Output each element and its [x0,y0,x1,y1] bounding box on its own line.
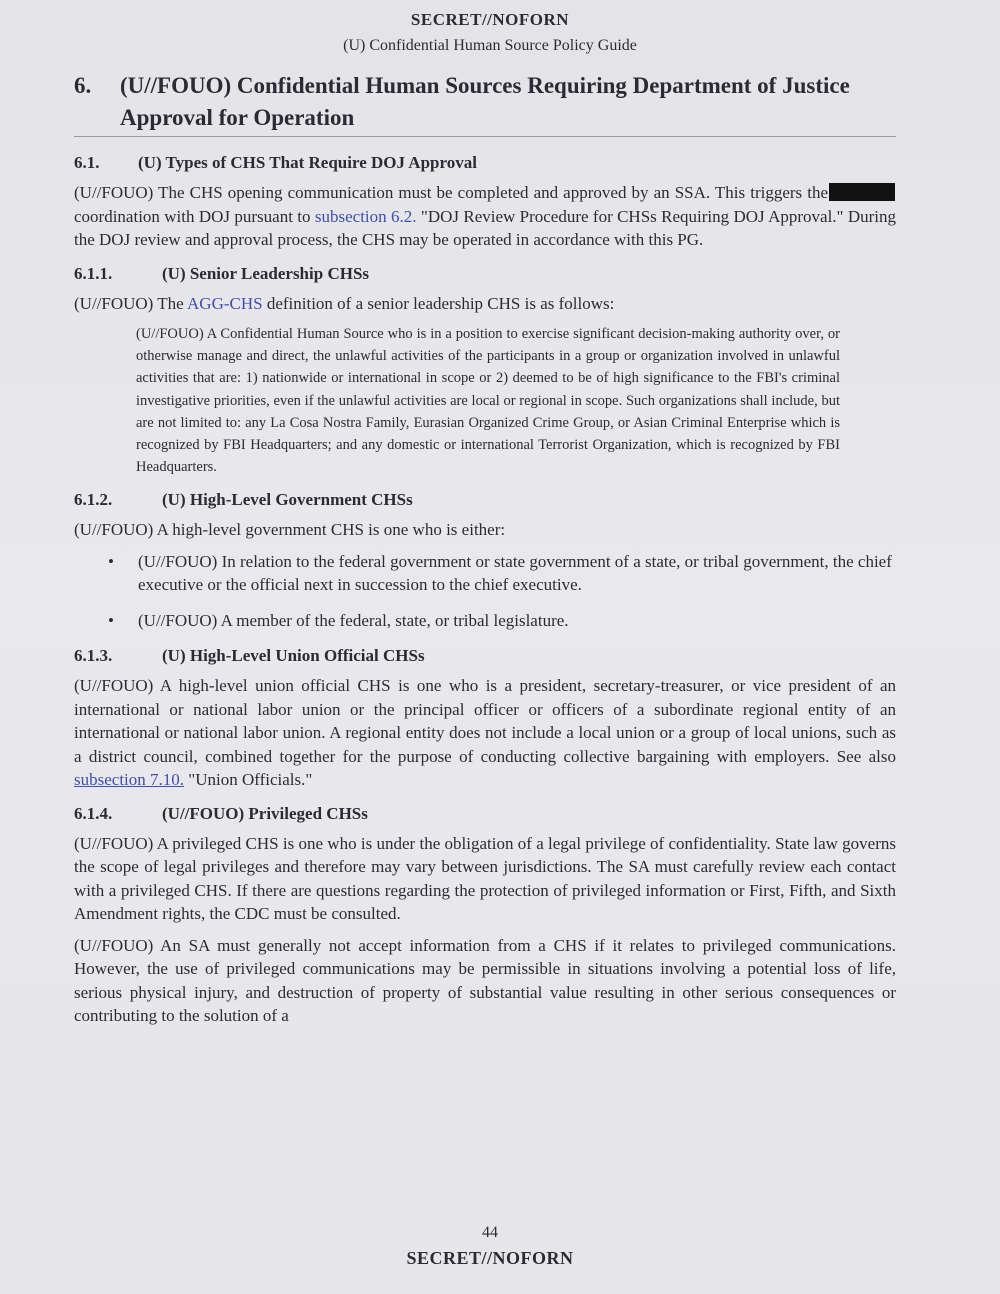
section-6-1-2-heading [74,488,896,512]
section-6-1-1-intro [74,292,896,316]
section-6-number: 6. [74,73,92,98]
agg-chs-link[interactable]: AGG-CHS [187,293,263,313]
section-6-1-1-number: 6.1.1. [74,263,113,283]
section-6-1-3-paragraph [74,674,896,792]
list-item-text: (U//FOUO) A member of the federal, state, or tribal legislature. [138,610,569,630]
section-6-1-4-heading [74,802,896,826]
section-6-1-1-heading [74,262,896,286]
page-body [74,70,896,1036]
page-number: 44 [482,1224,498,1241]
section-6-1-2-title: (U) High-Level Government CHSs [162,490,413,510]
section-6-1-paragraph [74,181,896,252]
section-6-title: (U//FOUO) Confidential Human Sources Requiring Department of Justice Approval for Operation [120,73,850,130]
high-level-government-list [74,550,896,633]
bullet-icon: • [108,610,114,630]
section-6-1-4-title: (U//FOUO) Privileged CHSs [162,803,368,823]
footer-classification: SECRET//NOFORN [406,1248,574,1268]
section-6-heading [74,70,896,137]
redaction-bar [829,183,895,201]
section-6-1-3-text-b: "Union Officials." [188,770,313,790]
section-6-1-3-heading [74,644,896,668]
section-6-1-2-number: 6.1.2. [74,490,113,510]
section-6-1-2-intro: (U//FOUO) A high-level government CHS is one who is either: [74,520,506,540]
list-item [74,609,896,633]
section-6-1-4-number: 6.1.4. [74,803,113,823]
section-6-1-text-b: coordination with DOJ pursuant to [74,206,311,226]
section-6-1-3-text-a: (U//FOUO) A high-level union official CHS is one who is a president, secretary-treasurer, or vice president of an international or national labor union or the principal officer or officers of a subordinate regional entity of an international or national labor union. A regional entity does not include a local union or a group of local unions, such as a district council, combined together for the purpose of conducting collective bargaining with employers. See also [74,676,896,766]
section-6-1-4-paragraph-2: (U//FOUO) An SA must generally not accept information from a CHS if it relates to privileged communications. However, the use of privileged communications may be permissible in situations involving a potential loss of life, serious physical injury, and destruction of property of substantial value resulting in other serious consequences or contributing to the solution of a [74,935,896,1026]
section-6-1-1-intro-a: (U//FOUO) The [74,293,184,313]
senior-leadership-definition-quote: (U//FOUO) A Confidential Human Source who is in a position to exercise significant decision-making authority over, or otherwise manage and direct, the unlawful activities of the participants in a group or organization involved in unlawful activities that are: 1) nationwide or international in scope or 2) deemed to be of high significance to the FBI's criminal investigative priorities, even if the unlawful activities are local or regional in scope. Such organizations shall include, but are not limited to: any La Cosa Nostra Family, Eurasian Organized Crime Group, or Asian Criminal Enterprise which is recognized by FBI Headquarters; and any domestic or international Terrorist Organization, which is recognized by FBI Headquarters. [136,326,840,476]
section-6-1-4-paragraph-1: (U//FOUO) A privileged CHS is one who is under the obligation of a legal privilege of confidentiality. State law governs the scope of legal privileges and therefore may vary between jurisdictions. The SA must carefully review each contact with a privileged CHS. If there are questions regarding the protection of privileged information or First, Fifth, and Sixth Amendment rights, the CDC must be consulted. [74,833,896,924]
section-6-1-heading [74,151,896,175]
section-6-1-title: (U) Types of CHS That Require DOJ Approval [138,153,477,172]
subsection-6-2-link[interactable]: subsection 6.2. [314,206,417,226]
list-item [74,550,896,597]
header-classification: SECRET//NOFORN [410,10,570,29]
section-6-1-text-a: (U//FOUO) The CHS opening communication must be completed and approved by an SSA. This triggers the [74,183,828,202]
section-6-1-text-c: "DOJ Review Procedure for CHSs Requiring DOJ Approval." During the DOJ review and approval process, the CHS may be operated in accordance with this PG. [74,206,896,249]
section-6-1-number: 6.1. [74,153,100,172]
section-6-1-3-number: 6.1.3. [74,646,113,666]
list-item-text: (U//FOUO) In relation to the federal government or state government of a state, or tribal government, the chief executive or the official next in succession to the chief executive. [138,551,892,595]
subsection-7-10-link[interactable]: subsection 7.10. [74,770,185,790]
section-6-1-3-title: (U) High-Level Union Official CHSs [162,646,425,666]
bullet-icon: • [108,551,114,571]
section-6-1-1-title: (U) Senior Leadership CHSs [162,263,370,283]
header-subtitle: (U) Confidential Human Source Policy Guide [343,37,637,54]
section-6-1-1-intro-b: definition of a senior leadership CHS is as follows: [266,293,615,313]
